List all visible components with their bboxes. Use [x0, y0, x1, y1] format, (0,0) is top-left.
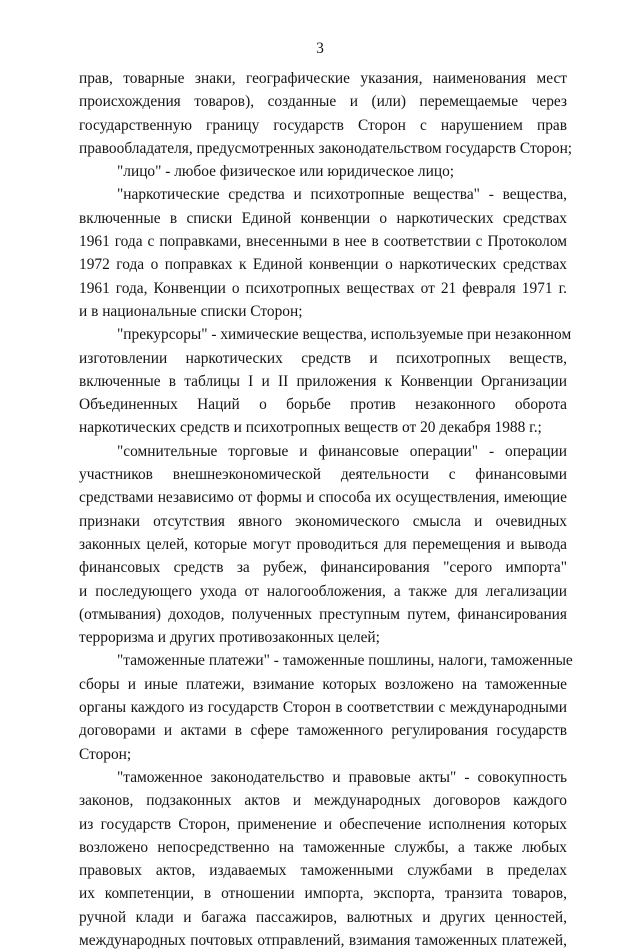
- text-line: "сомнительные торговые и финансовые операции" - операции: [117, 442, 567, 460]
- text-line: 1961 года, Конвенции о психотропных веществах от 21 февраля 1971 г.: [79, 279, 567, 297]
- text-line: средствами независимо от формы и способа их осуществления, имеющие: [79, 489, 567, 507]
- text-line: 1972 года о поправках к Единой конвенции о наркотических средствах: [79, 256, 567, 274]
- text-line: Объединенных Наций о борьбе против незаконного оборота: [79, 396, 567, 414]
- text-line: (отмывания) доходов, полученных преступным путем, финансирования: [79, 605, 567, 623]
- text-line: "прекурсоры" - химические вещества, используемые при незаконном: [117, 326, 572, 344]
- text-line: признаки отсутствия явного экономического смысла и очевидных: [79, 512, 567, 530]
- text-line: "таможенное законодательство и правовые акты" - совокупность: [117, 768, 567, 786]
- text-line: из государств Сторон, применение и обеспечение исполнения которых: [79, 815, 567, 833]
- text-line: сборы и иные платежи, взимание которых возложено на таможенные: [79, 675, 567, 693]
- text-line: органы каждого из государств Сторон в соответствии с международными: [79, 699, 567, 717]
- text-line: международных почтовых отправлений, взимания таможенных платежей,: [79, 931, 567, 949]
- text-line: ручной клади и багажа пассажиров, валютных и других ценностей,: [79, 908, 567, 926]
- text-line: правообладателя, предусмотренных законодательством государств Сторон;: [79, 139, 573, 157]
- text-line: Сторон;: [79, 745, 132, 763]
- text-line: возложено непосредственно на таможенные службы, а также любых: [79, 838, 567, 856]
- text-line: участников внешнеэкономической деятельности с финансовыми: [79, 466, 567, 484]
- text-line: включенные в таблицы I и II приложения к Конвенции Организации: [79, 372, 567, 390]
- text-line: терроризма и других противозаконных целей;: [79, 629, 380, 647]
- text-line: и последующего ухода от налогообложения, а также для легализации: [79, 582, 567, 600]
- text-line: государственную границу государств Сторон с нарушением прав: [79, 116, 567, 134]
- text-line: законов, подзаконных актов и международных договоров каждого: [79, 792, 567, 810]
- text-line: "наркотические средства и психотропные вещества" - вещества,: [117, 186, 567, 204]
- document-body: [79, 67, 573, 952]
- text-line: финансовых средств за рубеж, финансирования "серого импорта": [79, 559, 567, 577]
- text-line: "таможенные платежи" - таможенные пошлины, налоги, таможенные: [117, 652, 573, 670]
- text-line: изготовлении наркотических средств и психотропных веществ,: [79, 349, 567, 367]
- text-line: "лицо" - любое физическое или юридическое лицо;: [117, 163, 455, 181]
- text-line: договорами и актами в сфере таможенного регулирования государств: [79, 722, 567, 740]
- text-line: правовых актов, издаваемых таможенными службами в пределах: [79, 862, 567, 880]
- text-line: включенные в списки Единой конвенции о наркотических средствах: [79, 209, 567, 227]
- text-line: 1961 года с поправками, внесенными в нее в соответствии с Протоколом: [79, 233, 567, 251]
- text-line: и в национальные списки Сторон;: [79, 302, 303, 320]
- page-number: 3: [316, 40, 324, 57]
- text-line: наркотических средств и психотропных веществ от 20 декабря 1988 г.;: [79, 419, 542, 437]
- text-line: законных целей, которые могут проводиться для перемещения и вывода: [79, 535, 567, 553]
- text-line: происхождения товаров), созданные и (или) перемещаемые через: [79, 93, 567, 111]
- text-line: прав, товарные знаки, географические указания, наименования мест: [79, 70, 567, 87]
- text-line: их компетенции, в отношении импорта, экспорта, транзита товаров,: [79, 885, 567, 903]
